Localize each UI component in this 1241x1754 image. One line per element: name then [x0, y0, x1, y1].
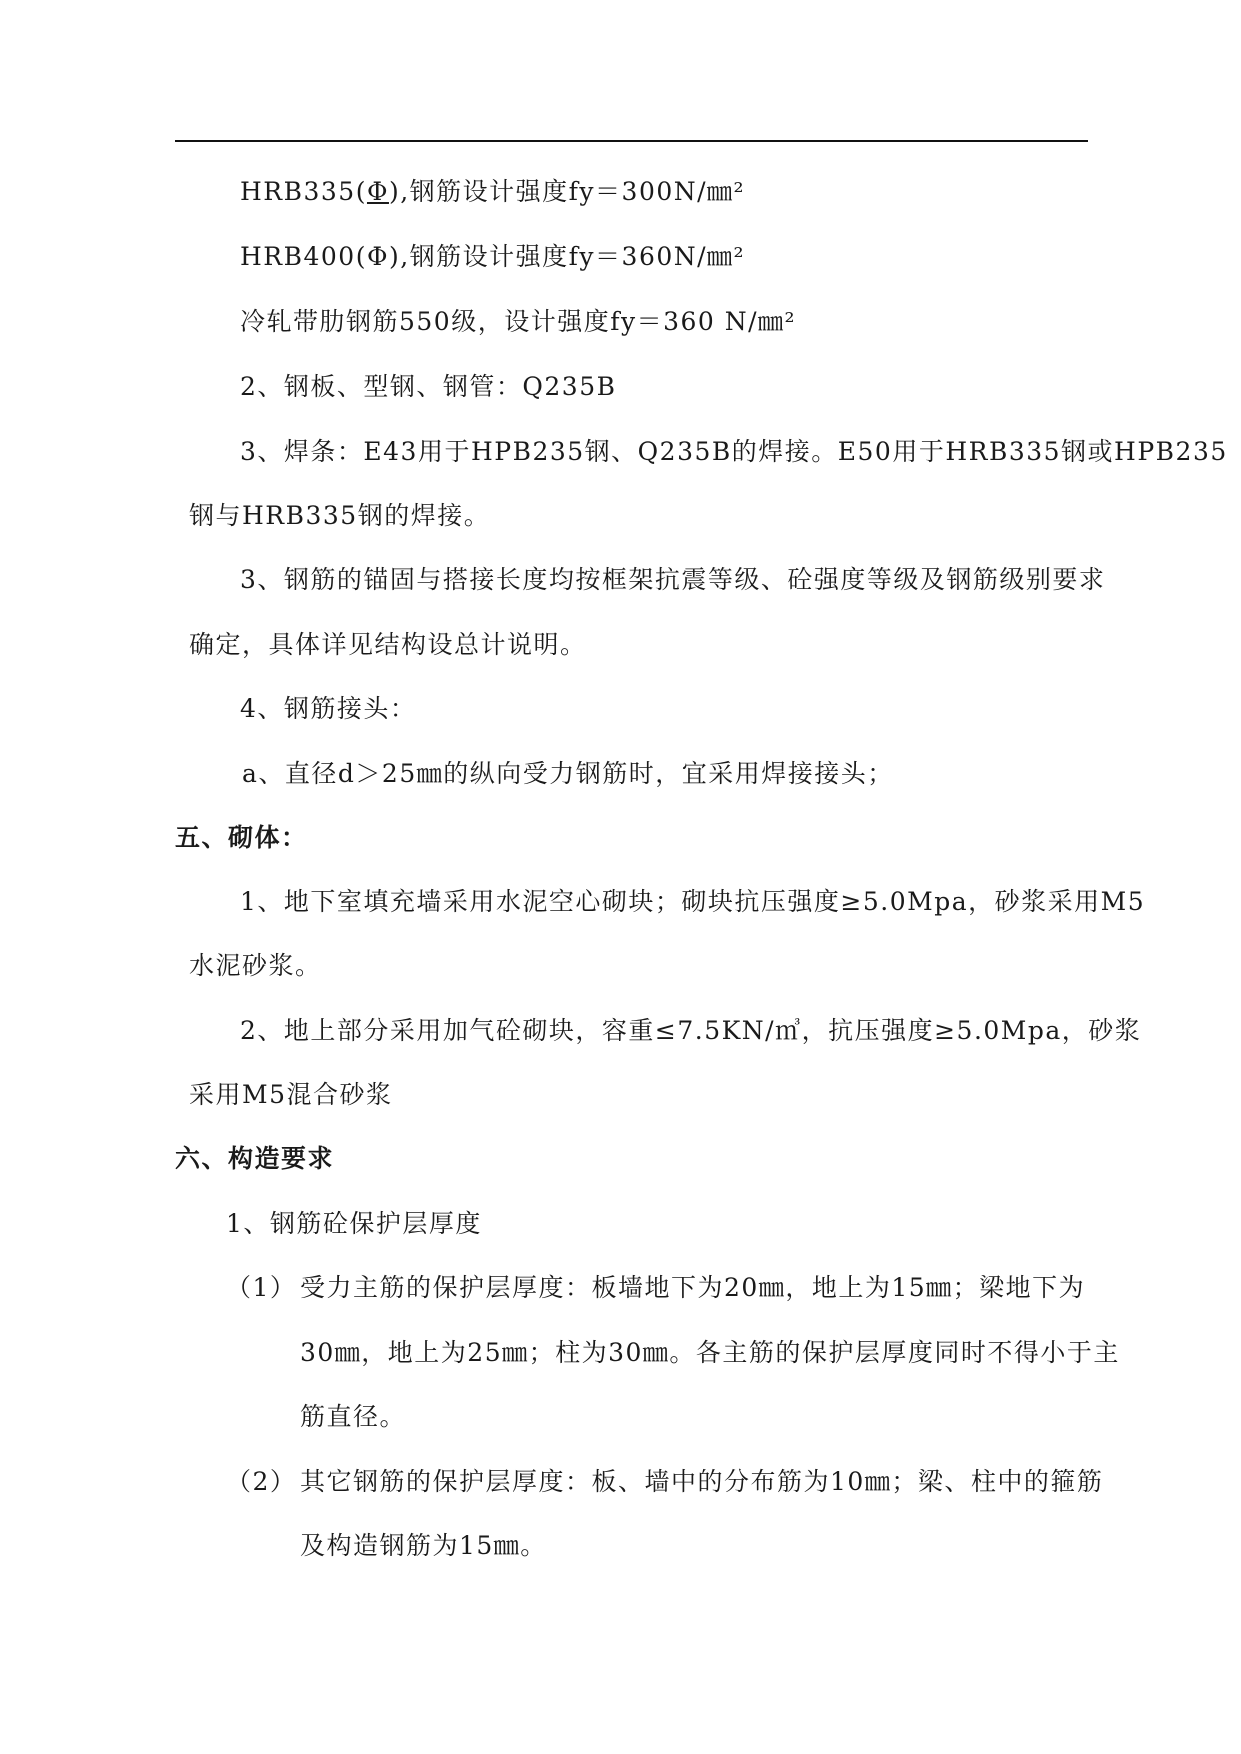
- cold-rolled-line: 冷轧带肋钢筋550级，设计强度fy＝360 N/㎜²: [240, 307, 797, 336]
- welding-line-1: 3、焊条：E43用于HPB235钢、Q235B的焊接。E50用于HRB335钢或HPB235: [240, 437, 1228, 466]
- header-rule: [175, 140, 1088, 142]
- masonry-2-line-1: 2、地上部分采用加气砼砌块，容重≤7.5KN/㎥，抗压强度≥5.0Mpa，砂浆: [240, 1016, 1142, 1045]
- hrb335-line: [240, 176, 745, 208]
- hrb335-symbol: Φ: [366, 177, 389, 206]
- joint-a-line: a、直径d＞25㎜的纵向受力钢筋时，宜采用焊接接头；: [242, 759, 894, 788]
- cover-item-1-number: （1）: [226, 1273, 297, 1302]
- cover-item-1-line-3: 筋直径。: [300, 1402, 407, 1431]
- cover-item-2-line-1: 其它钢筋的保护层厚度：板、墙中的分布筋为10㎜；梁、柱中的箍筋: [300, 1467, 1104, 1496]
- hrb335-suffix: ),钢筋设计强度fy＝300N/㎜²: [388, 177, 746, 206]
- anchor-line-2: 确定，具体详见结构设总计说明。: [189, 630, 587, 659]
- section-5-heading: 五、砌体：: [175, 823, 308, 852]
- cover-item-1-line-2: 30㎜，地上为25㎜；柱为30㎜。各主筋的保护层厚度同时不得小于主: [300, 1338, 1120, 1367]
- steel-plate-line: 2、钢板、型钢、钢管：Q235B: [240, 372, 617, 401]
- welding-line-2: 钢与HRB335钢的焊接。: [189, 501, 491, 530]
- hrb400-line: HRB400(Φ),钢筋设计强度fy＝360N/㎜²: [240, 242, 746, 271]
- masonry-1-line-2: 水泥砂浆。: [189, 951, 322, 980]
- cover-item-1-line-1: 受力主筋的保护层厚度：板墙地下为20㎜，地上为15㎜；梁地下为: [300, 1273, 1086, 1302]
- section-6-heading: 六、构造要求: [175, 1144, 335, 1173]
- cover-item-2-number: （2）: [226, 1467, 297, 1496]
- cover-item-2-line-2: 及构造钢筋为15㎜。: [300, 1531, 547, 1560]
- cover-title-line: 1、钢筋砼保护层厚度: [226, 1209, 482, 1238]
- masonry-1-line-1: 1、地下室填充墙采用水泥空心砌块；砌块抗压强度≥5.0Mpa，砂浆采用M5: [240, 887, 1146, 916]
- hrb335-prefix: HRB335(: [240, 177, 367, 206]
- masonry-2-line-2: 采用M5混合砂浆: [189, 1080, 393, 1109]
- joint-line: 4、钢筋接头：: [240, 694, 417, 723]
- anchor-line-1: 3、钢筋的锚固与搭接长度均按框架抗震等级、砼强度等级及钢筋级别要求: [240, 565, 1106, 594]
